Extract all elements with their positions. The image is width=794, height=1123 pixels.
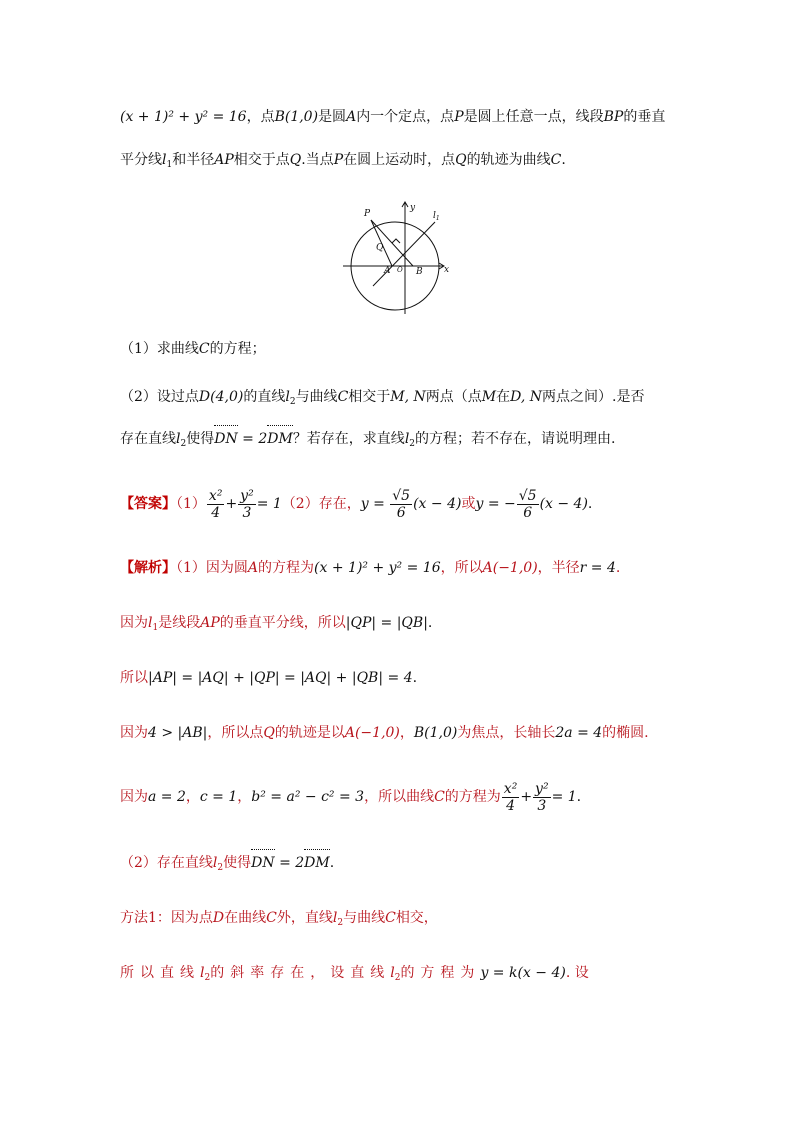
problem-line-1: (x + 1)² + y² = 16，点B(1,0)是圆A内一个定点，点P是圆上任意一点，线段BP的垂直 (120, 109, 666, 125)
analysis-line-2: 因为$l_1$是线段AP的垂直平分线，所以|QP| = |QB|. (120, 615, 433, 633)
analysis-line-6: （2）存在直线$l_2$使得DN = 2DM. (120, 852, 682, 874)
analysis-line-1: 【解析】（1）因为圆A的方程为(x + 1)² + y² = 16，所以A(−1,0)，半径r = 4. (120, 560, 621, 576)
analysis-line-8: 所以直线$l_2$的斜率存在，设直线$l_2$的方程为y = k(x − 4). 设 (120, 965, 589, 983)
analysis-line-3: 所以|AP| = |AQ| + |QP| = |AQ| + |QB| = 4. (120, 670, 418, 686)
vector-dm: DM (267, 428, 293, 450)
segment-ap (371, 220, 392, 266)
analysis-line-5: 因为a = 2，c = 1，b² = a² − c² = 3，所以曲线C的方程为 $\frac{\text{x²}}{4}$ + $\frac{\text{y²}}{3}$ = 1. (120, 780, 582, 814)
circle-equation: (x + 1)² + y² = 16 (120, 109, 247, 125)
label-x: x (444, 265, 450, 275)
answer-line: 【答案】（1） $\frac{\text{x²}}{4}$ + $\frac{\text{y²}}{3}$ = 1（2）存在，y = $\frac{√5}{6}$ (x − 4)或y = − $\frac{√5}{6}$ (x − 4). (120, 487, 593, 521)
problem-line-2: 平分线$l_1$和半径AP相交于点Q.当点P在圆上运动时，点Q的轨迹为曲线C. (120, 152, 566, 170)
question-1: （1）求曲线C的方程； (120, 341, 266, 357)
analysis-line-7: 方法1：因为点D在曲线C外，直线$l_2$与曲线C相交， (120, 910, 438, 928)
label-a: A (384, 266, 391, 276)
analysis-line-4: 因为4 > |AB|，所以点Q的轨迹是以A(−1,0)，B(1,0)为焦点，长轴长2a = 4的椭圆. (120, 725, 649, 741)
point-b: B(1,0) (274, 109, 319, 125)
label-q: Q (376, 243, 384, 253)
label-o: O (397, 266, 403, 274)
vector-dn: DN (214, 428, 237, 450)
question-2-line-2: 存在直线$l_2$使得DN = 2DM？若存在，求直线$l_2$的方程；若不存在，请说明理由. (120, 428, 682, 450)
label-b: B (416, 267, 423, 277)
analysis-tag: 【解析】 (120, 560, 176, 576)
label-l1: $l_1$ (433, 211, 440, 222)
label-y: y (410, 203, 416, 213)
line-l1 (373, 222, 435, 286)
answer-tag: 【答案】 (120, 496, 176, 512)
geometry-figure (335, 194, 455, 314)
right-angle-mark (392, 239, 400, 243)
label-p: P (364, 209, 371, 219)
question-2-line-1: （2）设过点D(4,0)的直线$l_2$与曲线C相交于M, N两点（点M在D, N两点之间）.是否 (120, 389, 645, 407)
